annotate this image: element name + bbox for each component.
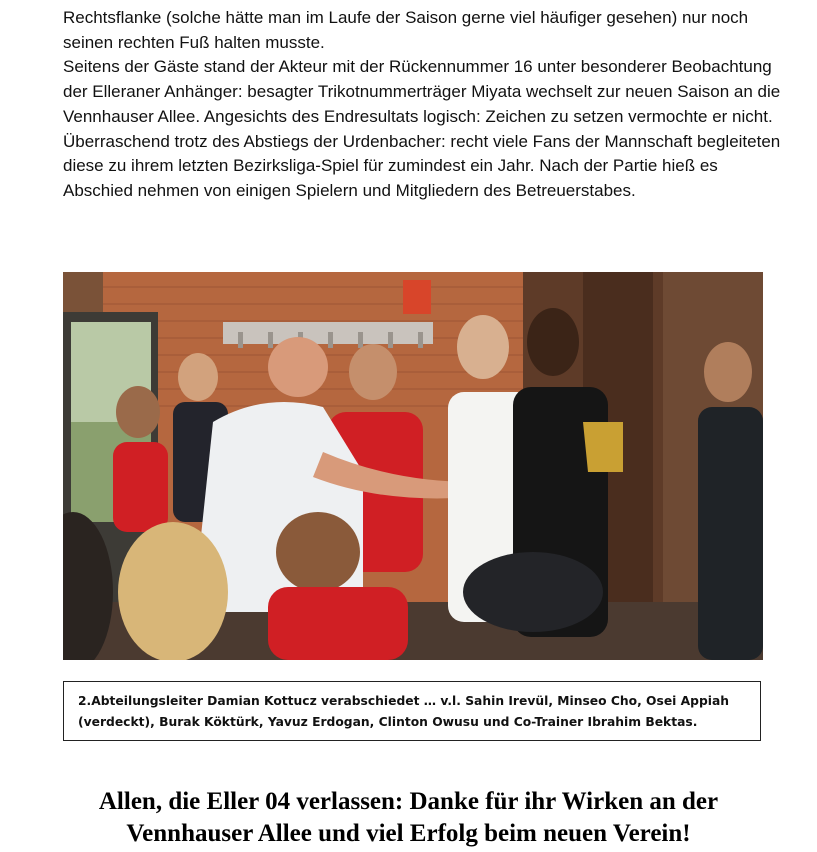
closing-line: Vennhauser Allee und viel Erfolg beim neuen Verein! <box>126 820 691 847</box>
closing-line: Allen, die Eller 04 verlassen: Danke für ihr Wirken an der <box>98 788 719 815</box>
article-paragraph: Überraschend trotz des Abstiegs der Urdenbacher: recht viele Fans der Mannschaft begleiteten diese zu ihrem letzten Bezirksliga-Spiel für zumindest ein Jahr. Nach der Partie hieß es Abschied nehmen von einigen Spielern und Mitgliedern des Betreuerstabes. <box>63 131 781 200</box>
closing-statement <box>30 786 787 850</box>
farewell-photo <box>63 272 763 660</box>
article-paragraph: Rechtsflanke (solche hätte man im Laufe der Saison gerne viel häufiger gesehen) nur noch seinen rechten Fuß halten musste. <box>63 8 749 52</box>
article-paragraph: Seitens der Gäste stand der Akteur mit der Rückennummer 16 unter besonderer Beobachtung der Elleraner Anhänger: besagter Trikotnummerträger Miyata wechselt zur neuen Saison an die Vennhauser Allee. Angesichts des Endresultats logisch: Zeichen zu setzen vermochte er nicht. <box>63 57 781 126</box>
farewell-photo-illustration <box>63 272 763 660</box>
article-body <box>63 6 783 204</box>
photo-caption <box>63 681 761 741</box>
caption-text: 2.Abteilungsleiter Damian Kottucz verabschiedet … v.l. Sahin Irevül, Minseo Cho, Osei Appiah (verdeckt), Burak Köktürk, Yavuz Erdogan, Clinton Owusu und Co-Trainer Ibrahim Bektas. <box>78 694 730 729</box>
